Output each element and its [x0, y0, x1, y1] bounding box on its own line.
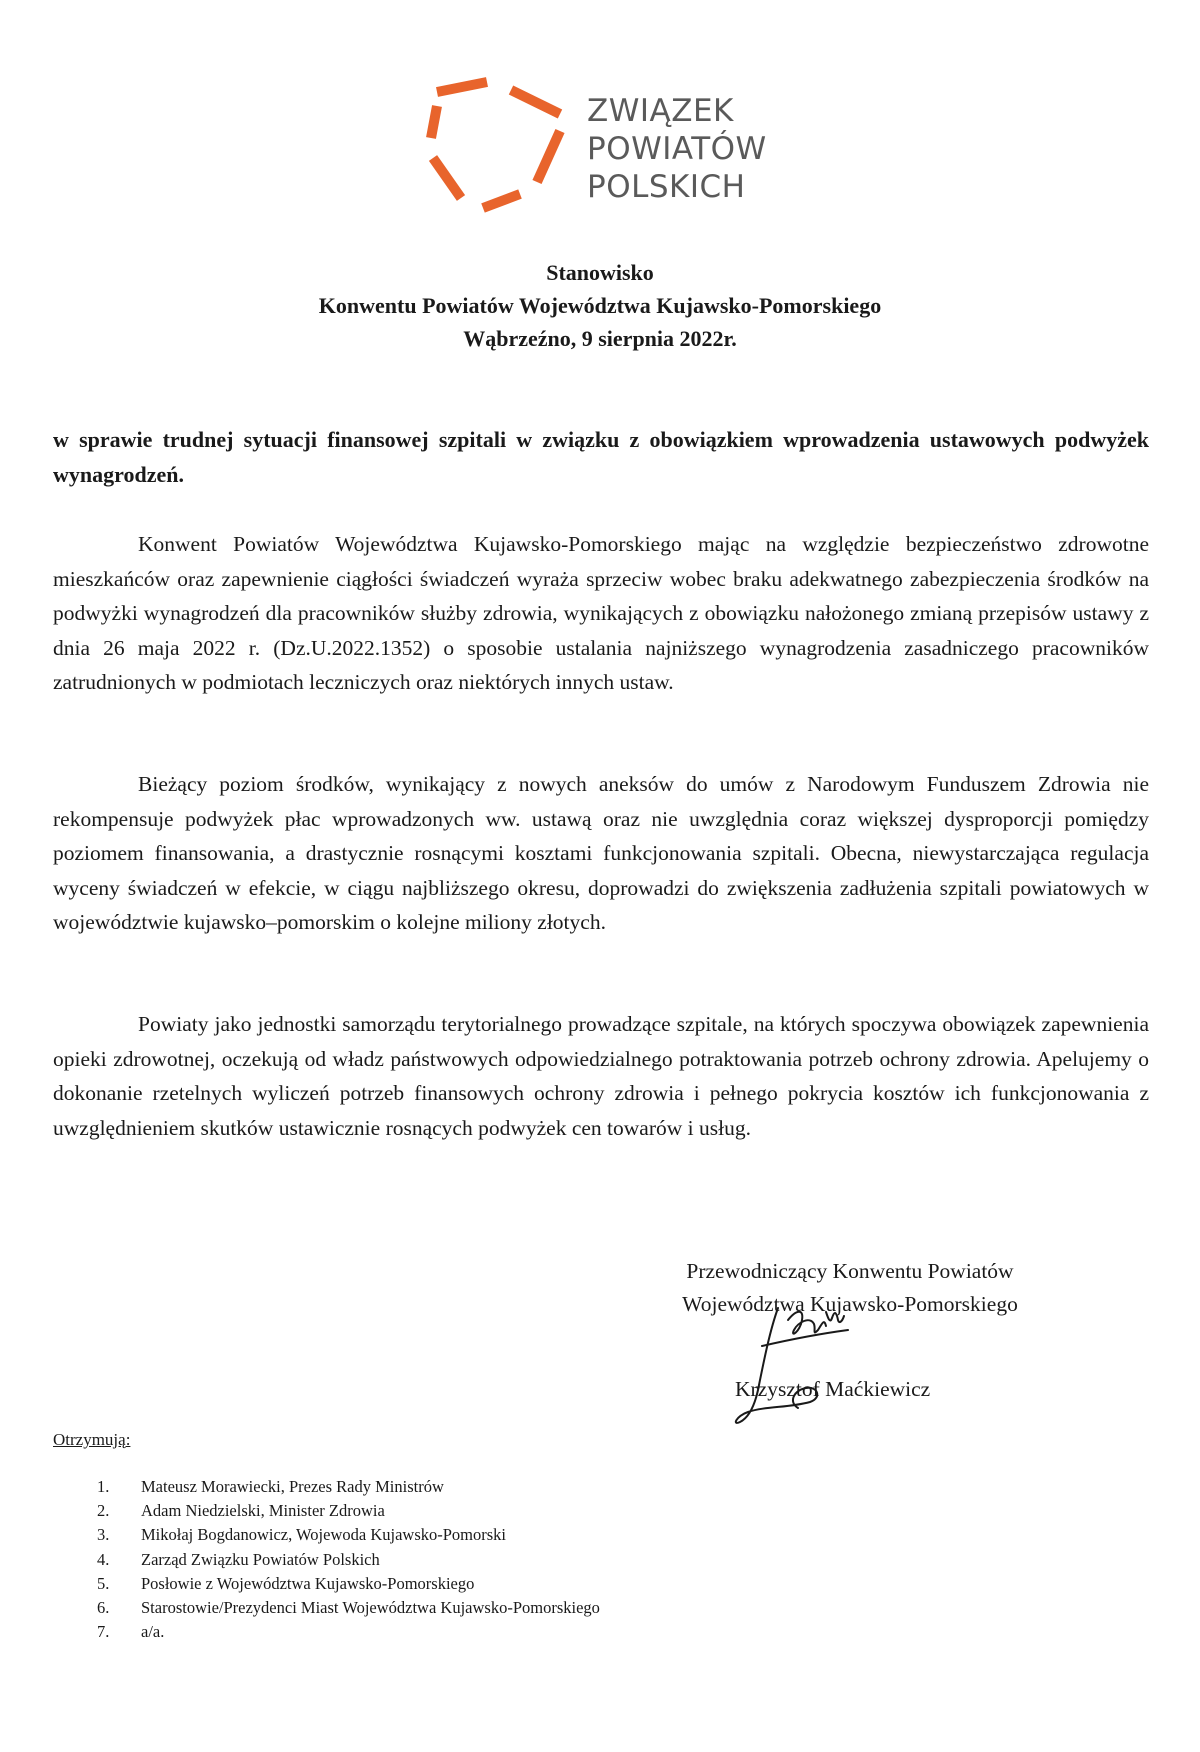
- logo-mark-icon: [425, 76, 575, 216]
- list-item-text: Mateusz Morawiecki, Prezes Rady Ministrów: [141, 1477, 444, 1496]
- list-item-text: a/a.: [141, 1622, 165, 1642]
- heading-place-date: Wąbrzeźno, 9 sierpnia 2022r.: [463, 326, 737, 351]
- organization-logo: [425, 70, 785, 220]
- list-item: [97, 1499, 600, 1523]
- logo-line-3: POLSKICH: [587, 169, 746, 205]
- list-item: [97, 1475, 600, 1499]
- paragraph-2: Bieżący poziom środków, wynikający z nowych aneksów do umów z Narodowym Funduszem Zdrowia nie rekompensuje podwyżek płac wprowadzonych ww. ustawą oraz nie uwzględnia coraz większej dysproporcji pomiędzy poziomem finansowania, a drastycznie rosnącymi kosztami funkcjonowania szpitali. Obecna, niewystarczająca regulacja wyceny świadczeń w efekcie, w ciągu najbliższego okresu, doprowadzi do zwiększenia zadłużenia szpitali powiatowych w województwie kujawsko–pomorskim o kolejne miliony złotych.: [53, 772, 1149, 935]
- list-item-text: Starostowie/Prezydenci Miast Województwa Kujawsko-Pomorskiego: [141, 1598, 600, 1618]
- list-item-number: 6.: [97, 1598, 110, 1618]
- list-item: [97, 1620, 600, 1644]
- list-item-text: Mikołaj Bogdanowicz, Wojewoda Kujawsko-Pomorski: [141, 1525, 506, 1545]
- heading-issuer: Konwentu Powiatów Województwa Kujawsko-Pomorskiego: [318, 293, 882, 318]
- list-item: [97, 1572, 600, 1596]
- paragraph-3: Powiaty jako jednostki samorządu terytorialnego prowadzące szpitale, na których spoczywa obowiązek zapewnienia opieki zdrowotnej, oczekują od władz państwowych odpowiedzialnego potraktowania potrzeb ochrony zdrowia. Apelujemy o dokonanie rzetelnych wyliczeń potrzeb finansowych ochrony zdrowia i pełnego pokrycia kosztów ich funkcjonowania z uwzględnieniem skutków ustawicznie rosnących podwyżek cen towarów i usług.: [53, 1012, 1149, 1140]
- paragraph-1: Konwent Powiatów Województwa Kujawsko-Pomorskiego mając na względzie bezpieczeństwo zdrowotne mieszkańców oraz zapewnienie ciągłości świadczeń wyraża sprzeciw wobec braku adekwatnego zabezpieczenia środków na podwyżki wynagrodzeń dla pracowników służby zdrowia, wynikających z obowiązku nałożonego zmianą przepisów ustawy z dnia 26 maja 2022 r. (Dz.U.2022.1352) o sposobie ustalania najniższego wynagrodzenia zasadniczego pracowników zatrudnionych w podmiotach leczniczych oraz niektórych innych ustaw.: [53, 532, 1149, 695]
- list-item-number: 4.: [97, 1549, 110, 1569]
- signatory-title-line-2: Województwa Kujawsko-Pomorskiego: [682, 1292, 1018, 1316]
- handwritten-signature-icon: [718, 1290, 938, 1430]
- list-item-number: 7.: [97, 1622, 110, 1642]
- list-item-text: Zarząd Związku Powiatów Polskich: [141, 1549, 380, 1569]
- logo-wordmark: [587, 92, 767, 206]
- heading-title: Stanowisko: [546, 260, 654, 285]
- document-subject: w sprawie trudnej sytuacji finansowej szpitali w związku z obowiązkiem wprowadzenia ustawowych podwyżek wynagrodzeń.: [53, 427, 1149, 487]
- list-item-text: Adam Niedzielski, Minister Zdrowia: [141, 1501, 385, 1521]
- list-item: [97, 1596, 600, 1620]
- logo-line-1: ZWIĄZEK: [587, 93, 734, 129]
- recipients-list: [97, 1475, 600, 1644]
- recipients-heading: Otrzymują:: [53, 1430, 131, 1449]
- list-item-text: Posłowie z Województwa Kujawsko-Pomorskiego: [141, 1573, 475, 1593]
- document-heading: [0, 256, 1200, 355]
- list-item: [97, 1548, 600, 1572]
- signatory-title-line-1: Przewodniczący Konwentu Powiatów: [686, 1259, 1014, 1283]
- list-item-number: 1.: [97, 1477, 110, 1496]
- list-item: [97, 1523, 600, 1547]
- list-item-number: 2.: [97, 1501, 110, 1521]
- list-item-number: 5.: [97, 1573, 110, 1593]
- list-item-number: 3.: [97, 1525, 110, 1545]
- logo-line-2: POWIATÓW: [587, 131, 767, 167]
- signatory-name: Krzysztof Maćkiewicz: [735, 1377, 931, 1401]
